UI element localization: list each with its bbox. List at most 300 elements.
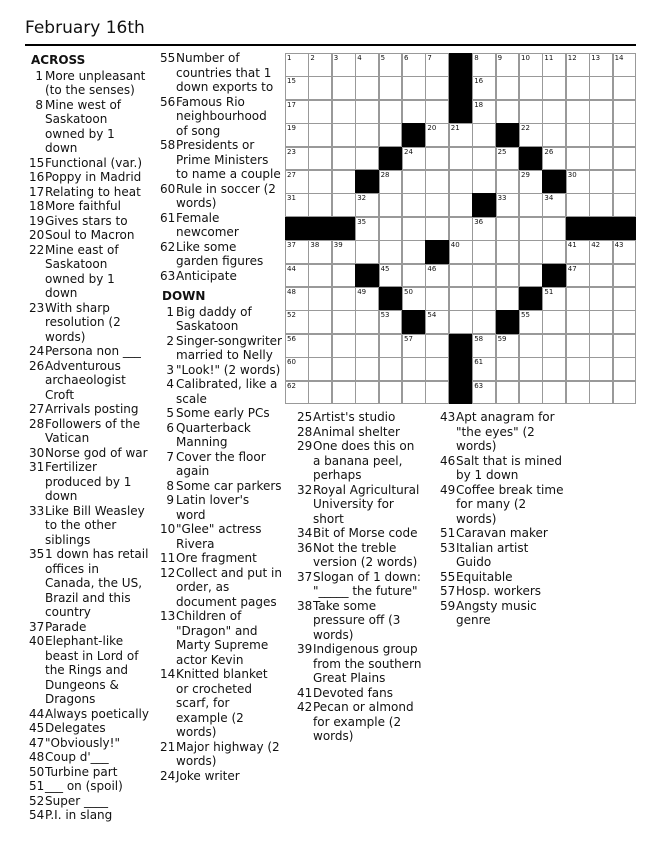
grid-cell[interactable] xyxy=(566,240,590,264)
grid-cell[interactable] xyxy=(542,381,566,405)
cell-number: 29 xyxy=(521,171,530,179)
grid-cell[interactable] xyxy=(472,264,496,288)
grid-cell[interactable] xyxy=(402,170,426,194)
grid-cell[interactable] xyxy=(449,240,473,264)
grid-cell[interactable] xyxy=(542,100,566,124)
grid-cell[interactable] xyxy=(308,76,332,100)
cell-number: 49 xyxy=(357,288,367,296)
grid-cell[interactable] xyxy=(285,334,309,358)
grid-cell[interactable] xyxy=(355,240,379,264)
clue-number: 41 xyxy=(297,685,313,700)
grid-cell[interactable] xyxy=(449,287,473,311)
grid-cell[interactable] xyxy=(566,357,590,381)
grid-cell[interactable] xyxy=(589,240,613,264)
cell-number: 55 xyxy=(521,311,530,320)
grid-cell[interactable] xyxy=(449,147,473,171)
grid-cell[interactable] xyxy=(566,287,590,311)
across-clue xyxy=(160,211,282,240)
grid-cell[interactable] xyxy=(472,310,496,334)
grid-cell[interactable] xyxy=(496,217,520,241)
grid-cell[interactable] xyxy=(566,170,590,194)
clue-number: 46 xyxy=(440,453,456,468)
grid-cell[interactable] xyxy=(589,264,613,288)
grid-cell[interactable] xyxy=(542,240,566,264)
grid-cell[interactable] xyxy=(472,76,496,100)
grid-cell[interactable] xyxy=(496,264,520,288)
grid-cell[interactable] xyxy=(542,53,566,77)
grid-block xyxy=(355,264,379,288)
clue-text: Knitted blanket or crocheted scarf, for example (2 words) xyxy=(176,667,268,739)
clue-text: Some early PCs xyxy=(176,406,270,420)
clue-number: 55 xyxy=(160,51,176,65)
grid-cell[interactable] xyxy=(496,357,520,381)
grid-cell[interactable] xyxy=(496,240,520,264)
cell-number: 33 xyxy=(497,194,507,203)
grid-cell[interactable] xyxy=(449,193,473,217)
grid-cell[interactable] xyxy=(519,240,543,264)
grid-cell[interactable] xyxy=(425,264,449,288)
clue-number: 37 xyxy=(29,619,45,634)
grid-cell[interactable] xyxy=(425,217,449,241)
grid-cell[interactable] xyxy=(566,76,590,100)
grid-cell[interactable] xyxy=(425,334,449,358)
grid-block xyxy=(496,310,520,334)
grid-cell[interactable] xyxy=(589,123,613,147)
grid-cell[interactable] xyxy=(379,193,403,217)
grid-cell[interactable] xyxy=(472,357,496,381)
grid-cell[interactable] xyxy=(308,357,332,381)
clue-text: Female newcomer xyxy=(176,210,239,239)
down-clue xyxy=(160,493,282,522)
grid-cell[interactable] xyxy=(308,123,332,147)
grid-cell[interactable] xyxy=(566,381,590,405)
grid-cell[interactable] xyxy=(355,123,379,147)
grid-cell[interactable] xyxy=(613,357,637,381)
grid-cell[interactable] xyxy=(542,334,566,358)
grid-cell[interactable] xyxy=(355,381,379,405)
grid-cell[interactable] xyxy=(589,147,613,171)
grid-cell[interactable] xyxy=(425,123,449,147)
grid-cell[interactable] xyxy=(613,381,637,405)
grid-cell[interactable] xyxy=(496,170,520,194)
across-clue xyxy=(29,808,149,823)
cell-number: 28 xyxy=(380,171,390,179)
clue-number: 53 xyxy=(440,540,456,555)
grid-cell[interactable] xyxy=(285,53,309,77)
grid-cell[interactable] xyxy=(355,217,379,241)
clue-text: "Glee" actress Rivera xyxy=(176,522,262,551)
grid-cell[interactable] xyxy=(472,123,496,147)
cell-number: 47 xyxy=(567,264,577,273)
across-header: ACROSS xyxy=(31,53,86,67)
grid-cell[interactable] xyxy=(613,170,637,194)
grid-cell[interactable] xyxy=(425,193,449,217)
clue-text: Equitable xyxy=(456,569,513,584)
clue-text: Some car parkers xyxy=(176,478,282,493)
clue-text: Salt that is mined by 1 down xyxy=(456,453,563,482)
down-clue xyxy=(297,686,422,701)
grid-cell[interactable] xyxy=(379,53,403,77)
grid-cell[interactable] xyxy=(402,334,426,358)
grid-cell[interactable] xyxy=(379,217,403,241)
grid-cell[interactable] xyxy=(566,310,590,334)
clue-text: Children of "Dragon" and Marty Supreme actor Kevin xyxy=(176,609,269,667)
cell-number: 39 xyxy=(333,241,343,250)
clue-column-2 xyxy=(160,51,282,783)
cell-number: 60 xyxy=(287,358,296,367)
grid-cell[interactable] xyxy=(308,53,332,77)
grid-cell[interactable] xyxy=(332,287,356,311)
grid-cell[interactable] xyxy=(589,100,613,124)
grid-cell[interactable] xyxy=(308,310,332,334)
grid-cell[interactable] xyxy=(402,100,426,124)
clue-number: 37 xyxy=(297,569,313,584)
clue-text: "Obviously!" xyxy=(45,735,120,750)
grid-cell[interactable] xyxy=(496,287,520,311)
grid-cell[interactable] xyxy=(355,53,379,77)
grid-cell[interactable] xyxy=(355,76,379,100)
cell-number: 25 xyxy=(497,147,507,156)
grid-cell[interactable] xyxy=(285,264,309,288)
grid-cell[interactable] xyxy=(613,76,637,100)
clue-number: 14 xyxy=(160,667,176,681)
clue-number: 50 xyxy=(29,764,45,779)
grid-cell[interactable] xyxy=(379,170,403,194)
grid-cell[interactable] xyxy=(472,217,496,241)
grid-cell[interactable] xyxy=(285,100,309,124)
grid-cell[interactable] xyxy=(472,240,496,264)
grid-cell[interactable] xyxy=(589,287,613,311)
cell-number: 23 xyxy=(287,147,296,156)
grid-cell[interactable] xyxy=(589,381,613,405)
grid-cell[interactable] xyxy=(589,53,613,77)
clue-text: Ore fragment xyxy=(176,551,257,565)
grid-cell[interactable] xyxy=(308,264,332,288)
grid-cell[interactable] xyxy=(589,334,613,358)
grid-cell[interactable] xyxy=(402,264,426,288)
clue-number: 62 xyxy=(160,239,176,254)
grid-cell[interactable] xyxy=(519,264,543,288)
clue-number: 31 xyxy=(29,460,45,474)
clue-text: Presidents or Prime Ministers to name a couple xyxy=(176,138,281,181)
down-clue xyxy=(440,541,565,570)
grid-cell[interactable] xyxy=(285,147,309,171)
grid-cell[interactable] xyxy=(355,100,379,124)
cell-number: 62 xyxy=(287,381,296,390)
cell-number: 57 xyxy=(404,334,413,343)
grid-cell[interactable] xyxy=(332,170,356,194)
grid-cell[interactable] xyxy=(402,76,426,100)
cell-number: 59 xyxy=(497,334,507,343)
grid-cell[interactable] xyxy=(472,170,496,194)
clue-number: 9 xyxy=(166,493,174,507)
grid-cell[interactable] xyxy=(379,240,403,264)
grid-cell[interactable] xyxy=(308,193,332,217)
grid-block xyxy=(589,217,613,241)
grid-cell[interactable] xyxy=(402,357,426,381)
down-clue xyxy=(160,522,282,551)
grid-cell[interactable] xyxy=(519,170,543,194)
grid-cell[interactable] xyxy=(519,357,543,381)
grid-cell[interactable] xyxy=(566,193,590,217)
grid-cell[interactable] xyxy=(542,217,566,241)
clue-number: 60 xyxy=(160,181,176,196)
grid-cell[interactable] xyxy=(402,193,426,217)
grid-cell[interactable] xyxy=(379,334,403,358)
grid-cell[interactable] xyxy=(613,147,637,171)
down-clue xyxy=(160,377,282,406)
grid-cell[interactable] xyxy=(425,170,449,194)
grid-cell[interactable] xyxy=(332,123,356,147)
grid-cell[interactable] xyxy=(496,334,520,358)
across-clue xyxy=(29,547,149,620)
cell-number: 4 xyxy=(357,54,362,62)
clue-number: 25 xyxy=(297,410,313,424)
grid-cell[interactable] xyxy=(566,264,590,288)
grid-cell[interactable] xyxy=(589,310,613,334)
grid-cell[interactable] xyxy=(519,53,543,77)
cell-number: 12 xyxy=(567,54,577,62)
grid-cell[interactable] xyxy=(285,170,309,194)
grid-cell[interactable] xyxy=(496,76,520,100)
clue-text: Elephant-like beast in Lord of the Rings and Dungeons & Dragons xyxy=(45,634,139,706)
grid-cell[interactable] xyxy=(589,76,613,100)
grid-cell[interactable] xyxy=(355,287,379,311)
grid-cell[interactable] xyxy=(379,264,403,288)
down-clue xyxy=(297,425,422,440)
grid-cell[interactable] xyxy=(566,123,590,147)
grid-cell[interactable] xyxy=(613,264,637,288)
grid-cell[interactable] xyxy=(379,357,403,381)
grid-cell[interactable] xyxy=(613,287,637,311)
grid-block xyxy=(379,147,403,171)
grid-cell[interactable] xyxy=(566,100,590,124)
grid-cell[interactable] xyxy=(613,334,637,358)
grid-cell[interactable] xyxy=(285,76,309,100)
clue-number: 63 xyxy=(160,268,176,283)
grid-cell[interactable] xyxy=(613,53,637,77)
grid-cell[interactable] xyxy=(332,53,356,77)
grid-cell[interactable] xyxy=(472,53,496,77)
grid-cell[interactable] xyxy=(566,53,590,77)
down-clue xyxy=(440,599,565,628)
down-clue xyxy=(160,450,282,479)
grid-cell[interactable] xyxy=(332,357,356,381)
grid-cell[interactable] xyxy=(566,334,590,358)
clue-number: 58 xyxy=(160,138,176,152)
grid-cell[interactable] xyxy=(449,170,473,194)
grid-cell[interactable] xyxy=(425,147,449,171)
grid-cell[interactable] xyxy=(613,240,637,264)
down-clue xyxy=(297,410,422,425)
grid-cell[interactable] xyxy=(332,334,356,358)
grid-cell[interactable] xyxy=(425,287,449,311)
clue-number: 45 xyxy=(29,721,45,735)
clue-text: Parade xyxy=(45,619,87,634)
grid-cell[interactable] xyxy=(285,123,309,147)
grid-cell[interactable] xyxy=(589,357,613,381)
grid-cell[interactable] xyxy=(308,100,332,124)
grid-cell[interactable] xyxy=(308,147,332,171)
grid-cell[interactable] xyxy=(355,334,379,358)
grid-cell[interactable] xyxy=(379,123,403,147)
grid-cell[interactable] xyxy=(613,310,637,334)
down-clue xyxy=(297,642,422,686)
grid-cell[interactable] xyxy=(425,310,449,334)
grid-cell[interactable] xyxy=(519,381,543,405)
grid-cell[interactable] xyxy=(308,334,332,358)
clue-text: Turbine part xyxy=(45,764,118,779)
grid-block xyxy=(402,310,426,334)
grid-cell[interactable] xyxy=(402,240,426,264)
grid-cell[interactable] xyxy=(308,287,332,311)
grid-cell[interactable] xyxy=(285,357,309,381)
cell-number: 11 xyxy=(544,54,554,62)
clue-text: Caravan maker xyxy=(456,526,548,540)
grid-cell[interactable] xyxy=(496,147,520,171)
cell-number: 19 xyxy=(287,124,296,133)
grid-cell[interactable] xyxy=(613,100,637,124)
grid-cell[interactable] xyxy=(332,264,356,288)
grid-cell[interactable] xyxy=(425,357,449,381)
grid-cell[interactable] xyxy=(519,76,543,100)
grid-cell[interactable] xyxy=(542,147,566,171)
grid-cell[interactable] xyxy=(402,287,426,311)
clue-text: Super ____ xyxy=(45,793,108,808)
across-clue xyxy=(29,185,149,200)
cell-number: 22 xyxy=(521,124,530,133)
clue-text: Major highway (2 words) xyxy=(176,739,280,768)
grid-cell[interactable] xyxy=(566,147,590,171)
grid-cell[interactable] xyxy=(425,53,449,77)
grid-cell[interactable] xyxy=(542,310,566,334)
clue-text: Number of countries that 1 down exports to xyxy=(176,51,274,94)
clue-column-1 xyxy=(29,51,149,823)
grid-cell[interactable] xyxy=(472,381,496,405)
grid-cell[interactable] xyxy=(332,381,356,405)
grid-cell[interactable] xyxy=(425,100,449,124)
grid-cell[interactable] xyxy=(519,310,543,334)
clue-text: Functional (var.) xyxy=(45,155,143,170)
grid-cell[interactable] xyxy=(449,264,473,288)
down-clue xyxy=(440,483,565,527)
grid-cell[interactable] xyxy=(496,193,520,217)
cell-number: 1 xyxy=(287,54,292,62)
grid-cell[interactable] xyxy=(402,53,426,77)
grid-cell[interactable] xyxy=(285,193,309,217)
grid-cell[interactable] xyxy=(613,123,637,147)
grid-cell[interactable] xyxy=(449,217,473,241)
grid-cell[interactable] xyxy=(519,334,543,358)
grid-cell[interactable] xyxy=(332,193,356,217)
cell-number: 5 xyxy=(380,54,386,62)
clue-number: 34 xyxy=(297,526,313,540)
grid-cell[interactable] xyxy=(332,240,356,264)
grid-cell[interactable] xyxy=(449,123,473,147)
clue-number: 20 xyxy=(29,228,45,242)
grid-cell[interactable] xyxy=(355,357,379,381)
grid-cell[interactable] xyxy=(472,100,496,124)
down-clue xyxy=(160,667,282,740)
grid-cell[interactable] xyxy=(308,240,332,264)
grid-block xyxy=(613,217,637,241)
clue-text: One does this on a banana peel, perhaps xyxy=(313,439,415,482)
grid-cell[interactable] xyxy=(472,334,496,358)
grid-cell[interactable] xyxy=(589,170,613,194)
grid-cell[interactable] xyxy=(308,381,332,405)
grid-cell[interactable] xyxy=(425,381,449,405)
grid-cell[interactable] xyxy=(379,310,403,334)
grid-cell[interactable] xyxy=(542,357,566,381)
down-clue xyxy=(160,421,282,450)
grid-cell[interactable] xyxy=(379,76,403,100)
grid-cell[interactable] xyxy=(519,217,543,241)
grid-cell[interactable] xyxy=(496,53,520,77)
clue-text: ___ on (spoil) xyxy=(45,779,123,793)
grid-cell[interactable] xyxy=(402,217,426,241)
grid-cell[interactable] xyxy=(613,193,637,217)
down-clue xyxy=(160,305,282,334)
grid-cell[interactable] xyxy=(542,76,566,100)
clue-text: "Look!" (2 words) xyxy=(176,362,281,377)
grid-cell[interactable] xyxy=(332,76,356,100)
grid-cell[interactable] xyxy=(402,147,426,171)
grid-cell[interactable] xyxy=(496,381,520,405)
grid-cell[interactable] xyxy=(542,287,566,311)
across-clue xyxy=(29,98,149,156)
clue-number: 57 xyxy=(440,584,456,598)
clue-text: With sharp resolution (2 words) xyxy=(45,300,121,344)
grid-cell[interactable] xyxy=(308,170,332,194)
clue-text: Mine west of Saskatoon owned by 1 down xyxy=(45,97,122,155)
clue-text: Devoted fans xyxy=(313,685,394,700)
clue-number: 8 xyxy=(166,478,174,493)
cell-number: 31 xyxy=(287,194,296,203)
grid-cell[interactable] xyxy=(472,147,496,171)
grid-cell[interactable] xyxy=(542,193,566,217)
grid-cell[interactable] xyxy=(285,240,309,264)
clue-text: Joke writer xyxy=(176,768,240,783)
grid-block xyxy=(449,53,473,77)
grid-cell[interactable] xyxy=(355,310,379,334)
grid-cell[interactable] xyxy=(379,381,403,405)
grid-cell[interactable] xyxy=(589,193,613,217)
grid-cell[interactable] xyxy=(285,287,309,311)
grid-cell[interactable] xyxy=(332,310,356,334)
grid-cell[interactable] xyxy=(285,310,309,334)
grid-cell[interactable] xyxy=(355,147,379,171)
clue-number: 43 xyxy=(440,410,456,424)
grid-cell[interactable] xyxy=(519,100,543,124)
grid-cell[interactable] xyxy=(355,193,379,217)
grid-cell[interactable] xyxy=(402,381,426,405)
grid-cell[interactable] xyxy=(332,100,356,124)
grid-cell[interactable] xyxy=(472,287,496,311)
cell-number: 37 xyxy=(287,241,296,250)
across-clue xyxy=(29,634,149,707)
grid-cell[interactable] xyxy=(449,310,473,334)
grid-cell[interactable] xyxy=(542,123,566,147)
grid-cell[interactable] xyxy=(425,76,449,100)
grid-cell[interactable] xyxy=(379,100,403,124)
grid-cell[interactable] xyxy=(496,100,520,124)
grid-cell[interactable] xyxy=(519,123,543,147)
clue-text: Indigenous group from the southern Great Plains xyxy=(313,642,422,685)
grid-cell[interactable] xyxy=(285,381,309,405)
grid-cell[interactable] xyxy=(519,193,543,217)
grid-cell[interactable] xyxy=(332,147,356,171)
down-clue xyxy=(160,609,282,667)
